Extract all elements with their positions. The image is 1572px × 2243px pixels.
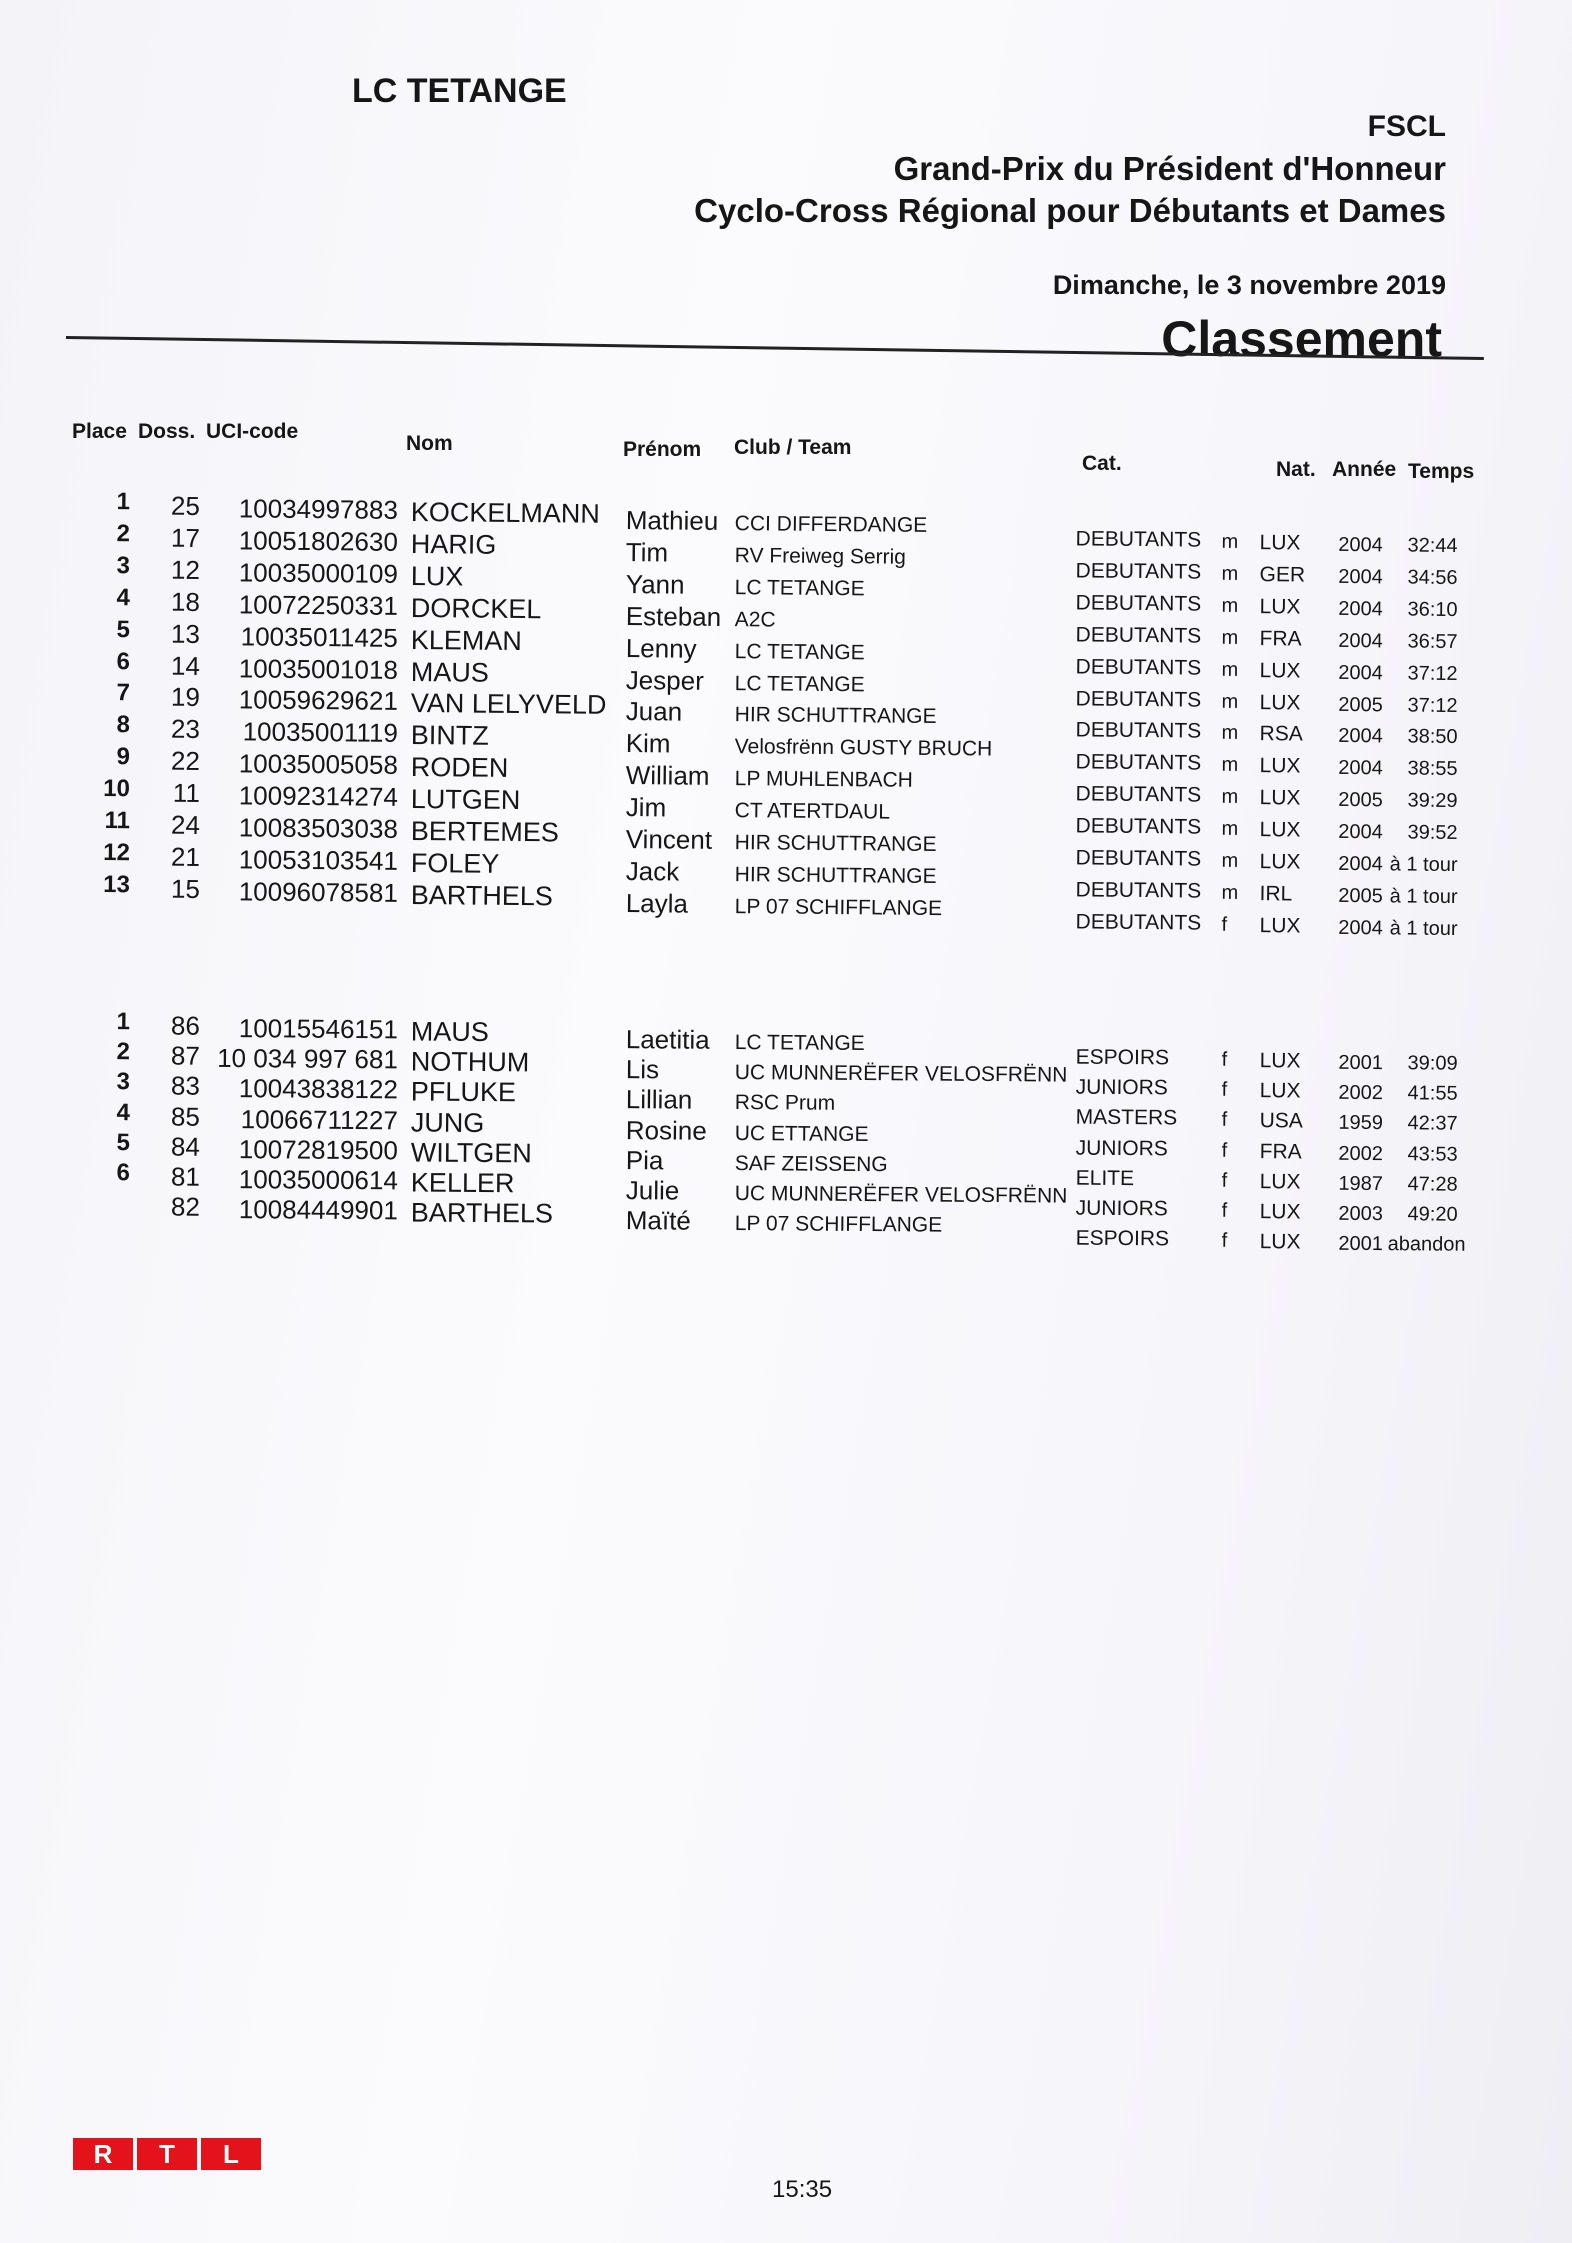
cell-sex: m xyxy=(1221,817,1239,841)
cell-nom: BARTHELS xyxy=(410,879,554,912)
cell-club: A2C xyxy=(734,607,776,632)
cell-nom: WILTGEN xyxy=(410,1137,532,1169)
cell-sex: f xyxy=(1221,1199,1228,1222)
cell-time: 38:55 xyxy=(1407,757,1458,781)
cell-prenom: Rosine xyxy=(625,1114,707,1146)
cell-year: 2004 xyxy=(1338,916,1383,940)
cell-year: 2001 xyxy=(1338,1051,1383,1075)
cell-doss: 81 xyxy=(170,1161,201,1192)
cell-place: 2 xyxy=(116,520,131,548)
cell-sex: m xyxy=(1221,530,1239,553)
cell-nom: KLEMAN xyxy=(410,624,523,656)
cell-sex: m xyxy=(1221,690,1239,713)
cell-prenom: Esteban xyxy=(625,600,722,632)
cell-uci-code: 10072819500 xyxy=(238,1133,399,1166)
cell-uci-code: 10084449901 xyxy=(238,1194,399,1226)
cell-sex: f xyxy=(1221,1048,1228,1071)
cell-nom: BINTZ xyxy=(410,720,489,752)
cell-nationality: LUX xyxy=(1259,1230,1301,1254)
cell-club: CCI DIFFERDANGE xyxy=(734,512,928,537)
cell-doss: 18 xyxy=(170,586,201,617)
cell-club: RV Freiweg Serrig xyxy=(734,543,907,569)
cell-place: 3 xyxy=(116,551,131,580)
cell-uci-code: 10 034 997 681 xyxy=(217,1043,399,1075)
cell-doss: 17 xyxy=(170,522,201,553)
cell-uci-code: 10051802630 xyxy=(238,525,399,557)
cell-prenom: Vincent xyxy=(625,824,713,855)
page-title: Classement xyxy=(1161,311,1442,367)
cell-doss: 85 xyxy=(170,1101,201,1132)
cell-sex: f xyxy=(1221,1109,1228,1132)
cell-club: LP MUHLENBACH xyxy=(734,767,914,792)
cell-nom: FOLEY xyxy=(410,847,500,879)
cell-uci-code: 10083503038 xyxy=(238,812,399,844)
rtl-logo-letter: R xyxy=(73,2138,133,2170)
cell-sex: m xyxy=(1221,626,1239,649)
cell-nationality: RSA xyxy=(1259,722,1303,746)
column-header-annee: Année xyxy=(1332,458,1397,481)
cell-nationality: LUX xyxy=(1259,1200,1301,1224)
cell-time: 42:37 xyxy=(1407,1112,1458,1136)
cell-category: JUNIORS xyxy=(1075,1196,1168,1221)
cell-nom: HARIG xyxy=(410,528,497,560)
cell-category: ESPOIRS xyxy=(1075,1226,1170,1251)
cell-nationality: LUX xyxy=(1259,594,1301,619)
cell-club: UC MUNNERËFER VELOSFRËNN xyxy=(734,1061,1068,1087)
cell-club: UC MUNNERËFER VELOSFRËNN xyxy=(734,1181,1068,1208)
cell-year: 2004 xyxy=(1338,533,1383,557)
cell-place: 6 xyxy=(116,647,131,675)
cell-time: 32:44 xyxy=(1407,534,1458,558)
cell-year: 2002 xyxy=(1338,1081,1383,1105)
cell-time: 49:20 xyxy=(1407,1203,1458,1226)
event-date: Dimanche, le 3 novembre 2019 xyxy=(1052,270,1446,300)
cell-uci-code: 10043838122 xyxy=(238,1073,399,1105)
event-title-line1: Grand-Prix du Président d'Honneur xyxy=(893,150,1446,187)
cell-nationality: USA xyxy=(1259,1109,1303,1133)
cell-sex: f xyxy=(1221,1229,1228,1253)
cell-uci-code: 10035000109 xyxy=(238,557,399,589)
cell-club: LC TETANGE xyxy=(734,1030,865,1056)
cell-time: 39:52 xyxy=(1407,821,1458,845)
cell-sex: m xyxy=(1221,754,1239,777)
cell-year: 2001 xyxy=(1338,1232,1383,1256)
cell-time: 38:50 xyxy=(1407,725,1458,749)
cell-doss: 24 xyxy=(170,809,201,840)
cell-place: 3 xyxy=(116,1068,131,1096)
cell-uci-code: 10035001119 xyxy=(242,716,399,749)
cell-prenom: William xyxy=(625,760,710,792)
cell-category: ELITE xyxy=(1075,1166,1135,1190)
cell-doss: 12 xyxy=(170,554,201,585)
cell-club: SAF ZEISSENG xyxy=(734,1151,888,1176)
cell-prenom: Juan xyxy=(625,696,683,727)
cell-prenom: Jack xyxy=(625,855,680,887)
cell-uci-code: 10053103541 xyxy=(238,844,399,876)
cell-place: 8 xyxy=(116,711,131,739)
cell-nationality: LUX xyxy=(1259,690,1301,715)
cell-club: Velosfrënn GUSTY BRUCH xyxy=(734,735,993,761)
cell-prenom: Lis xyxy=(625,1054,660,1085)
cell-nationality: LUX xyxy=(1259,913,1301,938)
cell-nationality: FRA xyxy=(1259,1139,1302,1164)
cell-nationality: LUX xyxy=(1259,1079,1301,1103)
cell-doss: 14 xyxy=(170,650,201,681)
cell-category: ESPOIRS xyxy=(1075,1045,1170,1070)
column-header-cat: Cat. xyxy=(1082,452,1122,475)
cell-category: DEBUTANTS xyxy=(1075,846,1202,871)
cell-nom: VAN LELYVELD xyxy=(410,688,607,721)
cell-uci-code: 10035000614 xyxy=(238,1164,399,1196)
cell-prenom: Jesper xyxy=(625,664,704,696)
cell-doss: 19 xyxy=(170,682,201,713)
cell-place: 1 xyxy=(116,488,131,516)
cell-sex: m xyxy=(1221,594,1239,617)
cell-club: CT ATERTDAUL xyxy=(734,799,891,824)
cell-nom: DORCKEL xyxy=(410,592,542,624)
cell-place: 12 xyxy=(103,838,131,867)
cell-category: DEBUTANTS xyxy=(1075,559,1202,584)
cell-uci-code: 10066711227 xyxy=(240,1103,399,1135)
cell-club: LP 07 SCHIFFLANGE xyxy=(734,894,943,920)
cell-sex: f xyxy=(1221,1139,1228,1162)
cell-place: 1 xyxy=(116,1008,131,1036)
cell-uci-code: 10072250331 xyxy=(238,589,399,621)
cell-year: 2003 xyxy=(1338,1202,1383,1226)
cell-time: à 1 tour xyxy=(1389,917,1458,940)
cell-uci-code: 10096078581 xyxy=(238,876,399,908)
column-header-place: Place xyxy=(72,420,127,443)
cell-nationality: LUX xyxy=(1259,1169,1301,1194)
cell-uci-code: 10035001018 xyxy=(238,652,399,685)
cell-nationality: FRA xyxy=(1259,626,1302,651)
cell-category: DEBUTANTS xyxy=(1075,623,1202,648)
cell-uci-code: 10059629621 xyxy=(238,684,399,717)
cell-place: 9 xyxy=(116,743,131,771)
cell-sex: m xyxy=(1221,562,1239,585)
cell-doss: 82 xyxy=(170,1191,201,1222)
cell-year: 2004 xyxy=(1338,820,1383,844)
broadcast-time: 15:35 xyxy=(772,2176,833,2203)
cell-category: DEBUTANTS xyxy=(1075,814,1202,839)
cell-sex: m xyxy=(1221,849,1239,872)
rtl-logo xyxy=(73,2138,261,2170)
cell-category: DEBUTANTS xyxy=(1075,591,1202,616)
cell-club: HIR SCHUTTRANGE xyxy=(734,831,937,857)
cell-doss: 22 xyxy=(170,745,201,777)
cell-doss: 15 xyxy=(170,873,201,904)
cell-nationality: LUX xyxy=(1259,818,1301,842)
cell-prenom: Lenny xyxy=(625,632,697,664)
column-header-nat: Nat. xyxy=(1276,458,1316,481)
cell-year: 2002 xyxy=(1338,1142,1383,1165)
cell-time: 36:57 xyxy=(1407,630,1458,653)
cell-uci-code: 10034997883 xyxy=(238,493,399,525)
cell-category: DEBUTANTS xyxy=(1075,654,1202,680)
cell-place: 5 xyxy=(116,1128,131,1157)
cell-time: 39:09 xyxy=(1407,1052,1458,1075)
column-header-doss: Doss. xyxy=(138,420,196,443)
cell-doss: 11 xyxy=(172,777,201,809)
cell-club: LC TETANGE xyxy=(734,671,865,696)
cell-doss: 13 xyxy=(170,618,201,649)
cell-place: 11 xyxy=(104,807,131,835)
cell-club: HIR SCHUTTRANGE xyxy=(734,703,937,729)
cell-place: 5 xyxy=(116,615,131,643)
cell-doss: 86 xyxy=(170,1010,201,1041)
cell-prenom: Laetitia xyxy=(625,1024,710,1055)
cell-year: 2005 xyxy=(1338,789,1383,812)
cell-nom: JUNG xyxy=(410,1107,485,1138)
event-title-line2: Cyclo-Cross Régional pour Débutants et Dames xyxy=(694,192,1446,229)
cell-sex: m xyxy=(1221,658,1239,681)
cell-club: LC TETANGE xyxy=(734,639,865,664)
cell-nom: BARTHELS xyxy=(410,1197,554,1229)
cell-prenom: Mathieu xyxy=(625,505,719,536)
cell-nom: RODEN xyxy=(410,752,509,784)
cell-time: 37:12 xyxy=(1407,694,1458,717)
cell-prenom: Pia xyxy=(625,1144,664,1176)
cell-nom: KOCKELMANN xyxy=(410,496,601,529)
cell-time: 41:55 xyxy=(1407,1082,1458,1105)
cell-nationality: LUX xyxy=(1259,786,1301,810)
cell-time: 37:12 xyxy=(1407,662,1458,685)
cell-time: 47:28 xyxy=(1407,1173,1458,1196)
cell-nom: KELLER xyxy=(410,1167,515,1199)
cell-prenom: Maïté xyxy=(625,1205,691,1236)
cell-sex: m xyxy=(1221,785,1239,809)
cell-time: 34:56 xyxy=(1407,566,1458,589)
cell-sex: m xyxy=(1221,722,1239,745)
cell-year: 2005 xyxy=(1338,884,1383,908)
cell-sex: f xyxy=(1221,1169,1228,1192)
cell-year: 1959 xyxy=(1338,1112,1383,1135)
cell-prenom: Layla xyxy=(625,887,689,919)
organizer-club: LC TETANGE xyxy=(352,72,567,110)
column-header-nom: Nom xyxy=(406,432,453,455)
cell-nom: MAUS xyxy=(410,1016,490,1048)
cell-nationality: GER xyxy=(1259,563,1306,587)
cell-place: 4 xyxy=(116,1098,131,1126)
cell-time: à 1 tour xyxy=(1389,853,1458,877)
cell-club: RSC Prum xyxy=(734,1091,836,1116)
cell-nom: NOTHUM xyxy=(410,1046,530,1078)
cell-year: 2004 xyxy=(1338,757,1383,780)
cell-category: DEBUTANTS xyxy=(1075,527,1202,552)
cell-nationality: LUX xyxy=(1259,1049,1301,1073)
cell-category: DEBUTANTS xyxy=(1075,718,1202,743)
cell-time: 36:10 xyxy=(1407,598,1458,621)
cell-category: JUNIORS xyxy=(1075,1136,1168,1160)
cell-prenom: Yann xyxy=(625,568,685,600)
federation: FSCL xyxy=(1367,110,1446,143)
cell-club: LP 07 SCHIFFLANGE xyxy=(734,1212,943,1237)
cell-category: MASTERS xyxy=(1075,1106,1178,1130)
cell-uci-code: 10035011425 xyxy=(240,620,399,653)
cell-year: 2004 xyxy=(1338,852,1383,876)
cell-place: 13 xyxy=(103,870,131,899)
cell-sex: f xyxy=(1221,1078,1228,1102)
cell-category: DEBUTANTS xyxy=(1075,686,1202,712)
cell-club: HIR SCHUTTRANGE xyxy=(734,862,937,888)
cell-time: 39:29 xyxy=(1407,789,1458,813)
cell-club: LC TETANGE xyxy=(734,575,865,601)
cell-prenom: Jim xyxy=(625,792,667,823)
cell-prenom: Julie xyxy=(625,1175,680,1206)
column-header-temps: Temps xyxy=(1408,460,1475,483)
cell-uci-code: 10035005058 xyxy=(238,748,399,781)
cell-nationality: LUX xyxy=(1259,754,1301,778)
cell-category: DEBUTANTS xyxy=(1075,878,1202,903)
cell-year: 2004 xyxy=(1338,597,1383,621)
cell-nom: LUTGEN xyxy=(410,784,521,816)
cell-prenom: Tim xyxy=(625,536,669,568)
cell-category: JUNIORS xyxy=(1075,1075,1168,1100)
cell-prenom: Lillian xyxy=(625,1084,693,1116)
cell-sex: m xyxy=(1221,881,1239,904)
cell-nationality: LUX xyxy=(1259,531,1301,555)
cell-doss: 83 xyxy=(170,1070,201,1102)
cell-doss: 84 xyxy=(170,1131,201,1162)
cell-nationality: LUX xyxy=(1259,658,1301,683)
cell-nom: MAUS xyxy=(410,656,489,688)
cell-doss: 87 xyxy=(170,1040,201,1071)
cell-club: UC ETTANGE xyxy=(734,1121,869,1146)
cell-nationality: IRL xyxy=(1259,882,1293,906)
cell-place: 4 xyxy=(116,583,131,611)
cell-year: 2004 xyxy=(1338,661,1383,684)
cell-doss: 21 xyxy=(170,841,201,872)
cell-nom: BERTEMES xyxy=(410,815,560,848)
cell-nom: LUX xyxy=(410,560,464,592)
column-header-prenom: Prénom xyxy=(623,438,702,461)
cell-uci-code: 10092314274 xyxy=(238,780,399,812)
cell-time: à 1 tour xyxy=(1389,885,1458,908)
cell-place: 10 xyxy=(103,775,131,803)
column-header-uci: UCI-code xyxy=(206,420,299,443)
cell-uci-code: 10015546151 xyxy=(238,1013,399,1045)
cell-year: 2004 xyxy=(1338,725,1383,748)
cell-year: 2004 xyxy=(1338,565,1383,589)
cell-time: 43:53 xyxy=(1407,1142,1458,1166)
cell-category: DEBUTANTS xyxy=(1075,782,1202,807)
cell-doss: 23 xyxy=(170,713,201,745)
cell-time: abandon xyxy=(1387,1233,1466,1256)
column-header-club: Club / Team xyxy=(734,436,852,459)
cell-sex: f xyxy=(1221,913,1228,936)
cell-place: 2 xyxy=(116,1038,131,1066)
cell-prenom: Kim xyxy=(625,728,671,759)
cell-nom: PFLUKE xyxy=(410,1076,517,1108)
cell-category: DEBUTANTS xyxy=(1075,750,1202,775)
cell-year: 2005 xyxy=(1338,693,1383,716)
cell-category: DEBUTANTS xyxy=(1075,910,1202,935)
cell-year: 2004 xyxy=(1338,629,1383,653)
cell-year: 1987 xyxy=(1338,1172,1383,1195)
cell-place: 7 xyxy=(116,679,131,707)
cell-doss: 25 xyxy=(170,490,201,521)
rtl-logo-letter: L xyxy=(201,2138,261,2170)
rtl-logo-letter: T xyxy=(137,2138,197,2170)
cell-place: 6 xyxy=(116,1159,131,1187)
cell-nationality: LUX xyxy=(1259,850,1301,874)
